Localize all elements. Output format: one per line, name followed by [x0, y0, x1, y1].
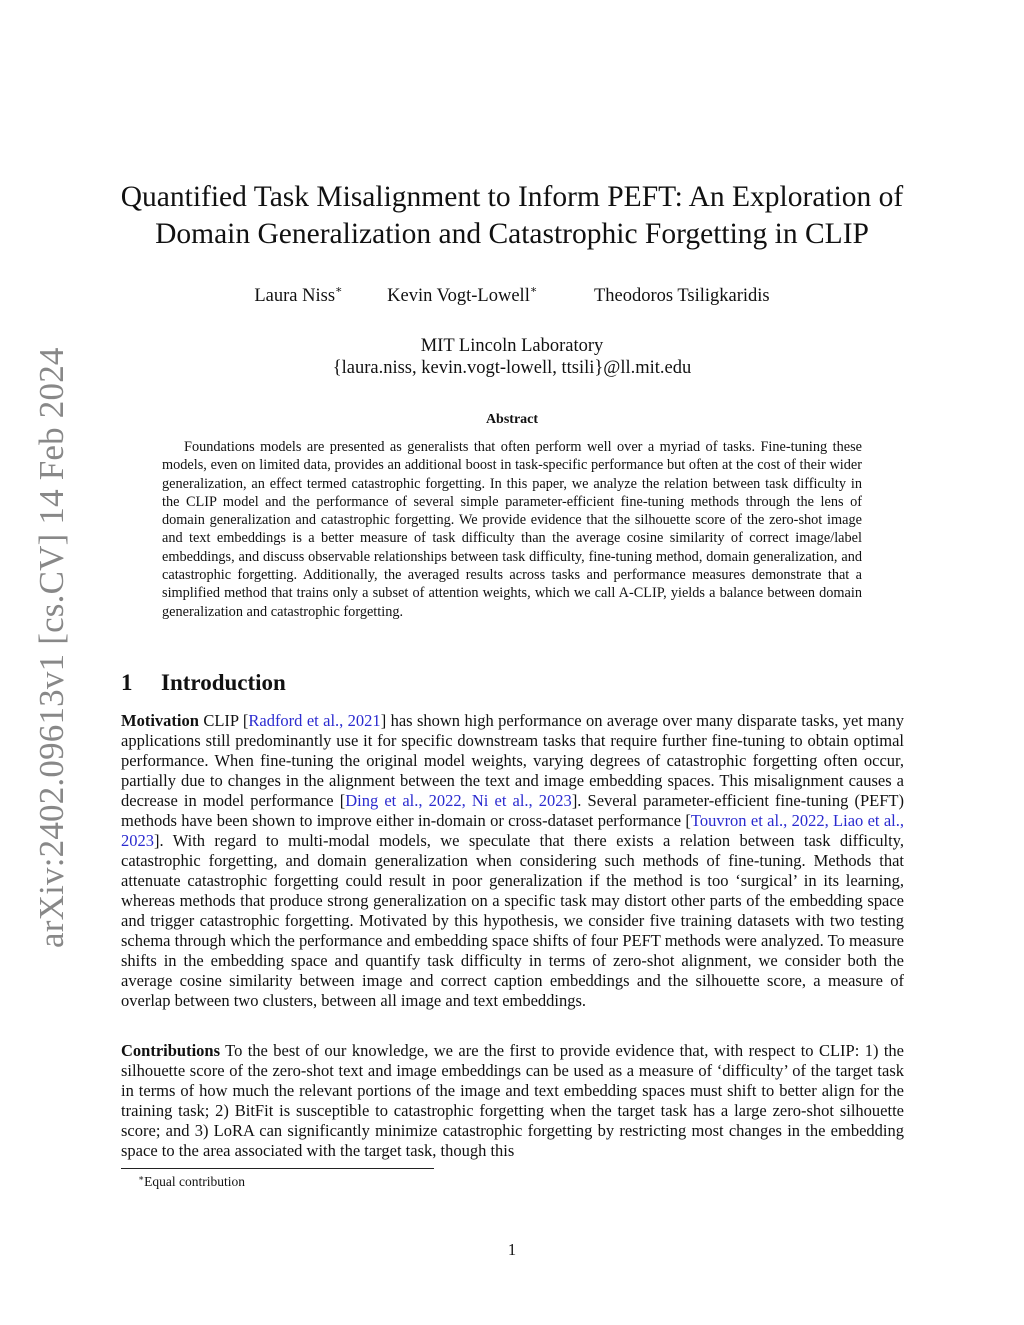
author	[254, 284, 342, 308]
author-emails: {laura.niss, kevin.vogt-lowell, ttsili}@ll.mit.edu	[332, 358, 692, 378]
institution: MIT Lincoln Laboratory	[420, 336, 604, 356]
paragraph-text: To the best of our knowledge, we are the first to provide evidence that, with respect to CLIP: 1) the silhouette score of the zero-shot text and image embeddings can be used as a measure of ‘difficulty’ of the target task in terms of how much the relevant portions of the image and text embedding spaces must shift to better align for the training task; 2) BitFit is susceptible to catastrophic forgetting when the target task has a large zero-shot silhouette score; and 3) LoRA can significantly minimize catastrophic forgetting by restricting most changes in the embedding space to the area associated with the target task, though this	[121, 1041, 904, 1160]
paragraph-label: Contributions	[121, 1041, 221, 1060]
citation-link[interactable]: Ding et al., 2022, Ni et al., 2023	[345, 791, 572, 810]
page-number: 1	[507, 1240, 517, 1259]
citation-link[interactable]: Radford et al., 2021	[248, 711, 381, 730]
footnote-divider	[121, 1168, 434, 1169]
author	[387, 284, 537, 308]
motivation-paragraph	[121, 711, 904, 1011]
footnote-mark: ∗	[138, 1173, 145, 1183]
paragraph-text: CLIP [	[198, 711, 249, 730]
author-name: Laura Niss	[254, 286, 336, 306]
citation-link[interactable]: Touvron et al., 2022, Liao et al., 2023	[121, 811, 905, 850]
abstract-heading: Abstract	[485, 412, 539, 427]
abstract-text: Foundations models are presented as generalists that often perform well over a myriad of tasks. Fine-tuning these models, even on limited data, provides an additional boost in task-specific performance but often at the cost of their wider generalization, an effect termed catastrophic forgetting. In this paper, we analyze the relation between task difficulty in the CLIP model and the performance of several simple parameter-efficient fine-tuning methods through the lens of domain generalization and catastrophic forgetting. We provide evidence that the silhouette score of the zero-shot image and text embeddings is a better measure of task difficulty than the average cosine similarity of correct image/label embeddings, and discuss observable relationships between task difficulty, fine-tuning method, domain generalization, and catastrophic forgetting. Additionally, the averaged results across tasks and performance measures demonstrate that a simplified method that trains only a subset of attention weights, which we call A-CLIP, yields a balance between domain generalization and catastrophic forgetting.	[162, 439, 862, 620]
footnote	[138, 1173, 245, 1190]
arxiv-identifier: arXiv:2402.09613v1 [cs.CV] 14 Feb 2024	[32, 347, 71, 948]
author	[594, 284, 770, 308]
author-name: Theodoros Tsiligkaridis	[593, 286, 770, 306]
author-list	[0, 284, 1024, 308]
paragraph-text: ]. With regard to multi-modal models, we speculate that there exists a relation between task difficulty, catastrophic forgetting, and domain generalization when considering such methods of fine-tuning. Methods that attenuate catastrophic forgetting could result in poor generalization if the method is too ‘surgical’ in its learning, whereas methods that produce strong generalization on a specific task may distort other parts of the embedding space and trigger catastrophic forgetting. Motivated by this hypothesis, we consider five training datasets with two testing schema through which the performance and embedding space shifts of four PEFT methods were analyzed. To measure shifts in the embedding space and quantify task difficulty in terms of zero-shot alignment, we consider both the average cosine similarity between image and correct caption embeddings and the silhouette score, a measure of overlap between two clusters, between all image and text embeddings.	[121, 831, 904, 1010]
equal-contribution-mark: ∗	[529, 284, 538, 296]
equal-contribution-mark: ∗	[335, 284, 343, 296]
paragraph-text: ]. Several parameter-efficient fine-tuning (PEFT) methods have been shown to improve either in-domain or cross-dataset performance [	[121, 791, 904, 830]
paper-title: Quantified Task Misalignment to Inform PEFT: An Exploration of Domain Generalization and Catastrophic Forgetting in CLIP	[120, 181, 904, 250]
paragraph-text: ] has shown high performance on average over many disparate tasks, yet many applications still predominantly use it for specific downstream tasks that require further fine-tuning to obtain optimal performance. When fine-tuning the original model weights, varying degrees of catastrophic forgetting often occur, partially due to changes in the alignment between the text and image embedding spaces. This misalignment causes a decrease in model performance [	[121, 711, 904, 810]
affiliation	[0, 335, 1024, 379]
section-heading	[121, 669, 286, 697]
contributions-paragraph	[121, 1041, 904, 1161]
footnote-text: Equal contribution	[144, 1174, 245, 1189]
author-name: Kevin Vogt-Lowell	[387, 286, 530, 306]
paragraph-label: Motivation	[121, 711, 199, 730]
section-title: Introduction	[161, 670, 286, 695]
section-number: 1	[121, 670, 133, 695]
